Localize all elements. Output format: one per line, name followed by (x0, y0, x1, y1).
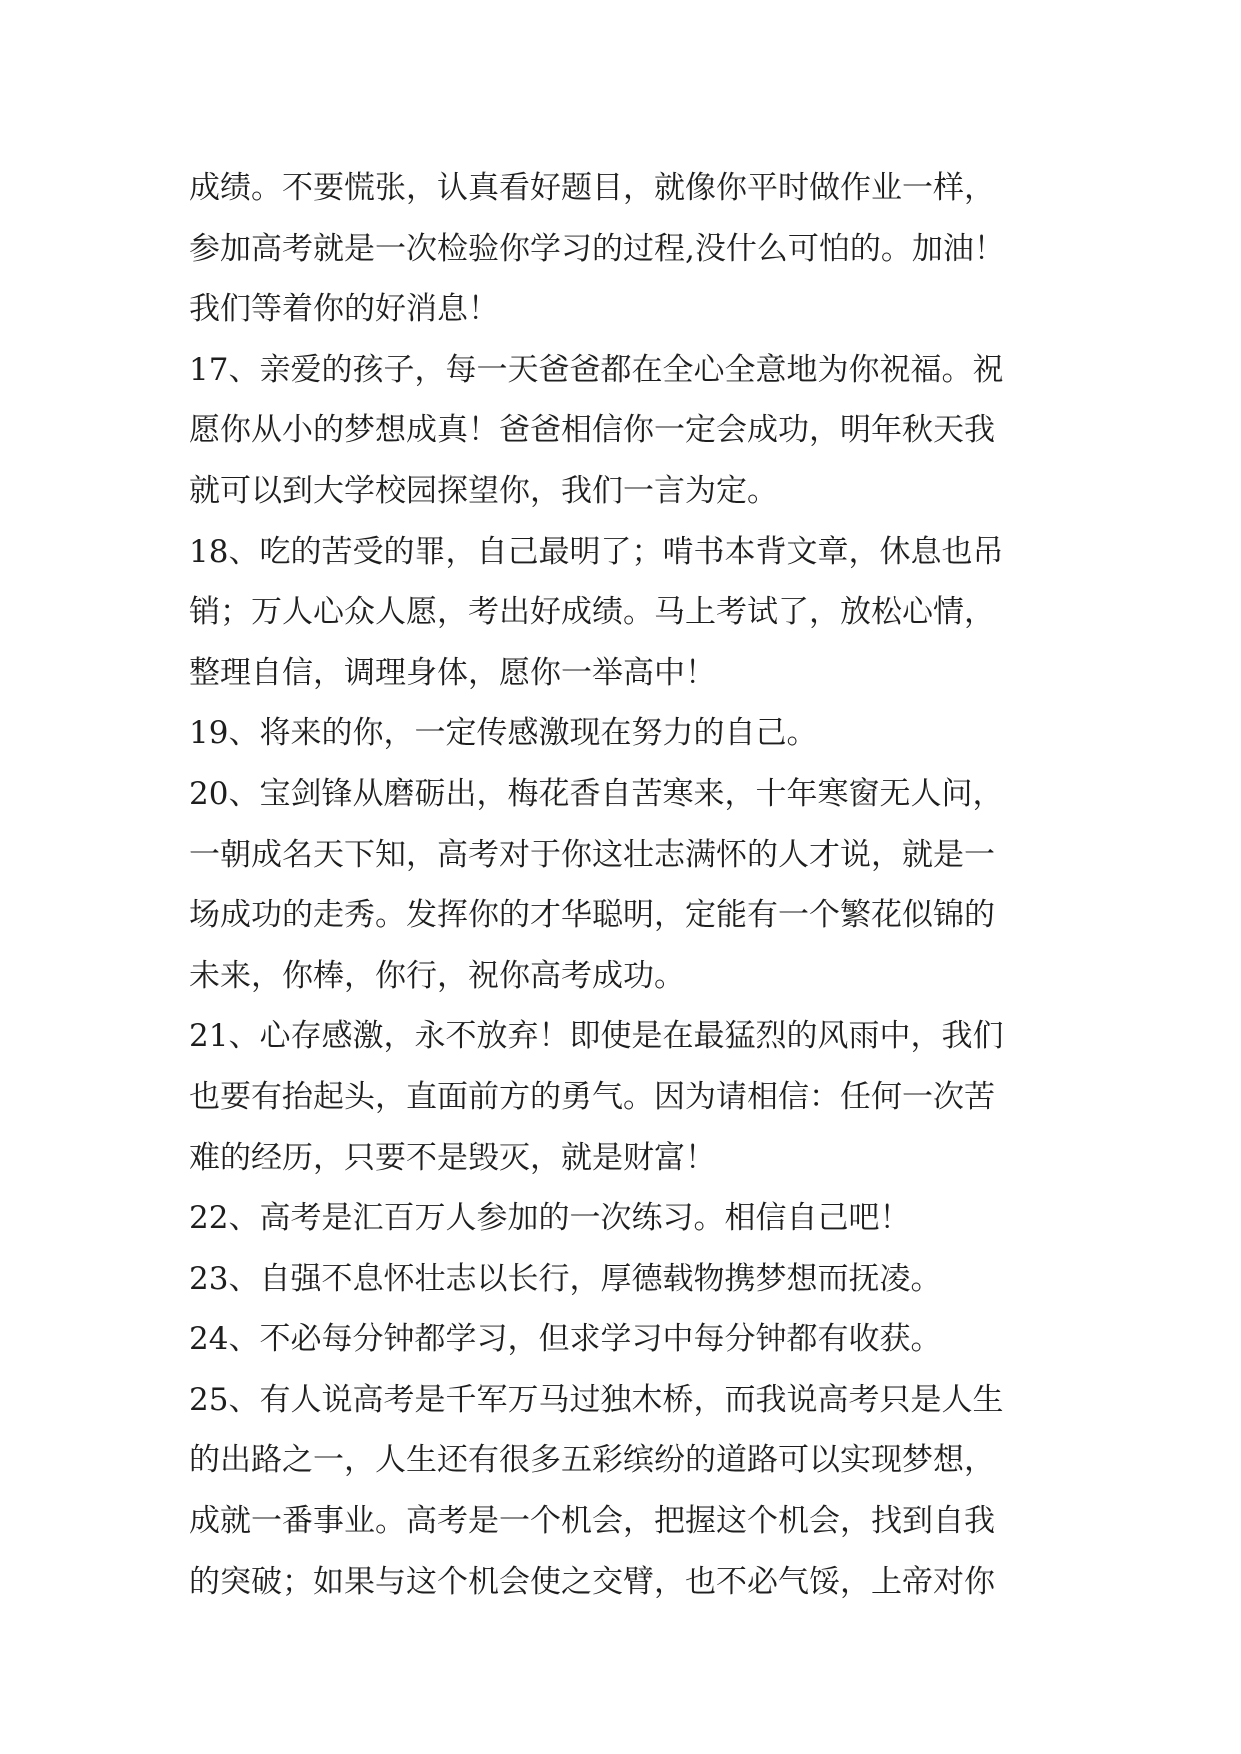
text-line: 19、将来的你，一定传感激现在努力的自己。 (189, 715, 818, 752)
text-line: 场成功的走秀。发挥你的才华聪明，定能有一个繁花似锦的 (189, 897, 995, 934)
text-line: 的突破；如果与这个机会使之交臂，也不必气馁，上帝对你 (189, 1563, 995, 1600)
text-line: 成就一番事业。高考是一个机会，把握这个机会，找到自我 (189, 1503, 995, 1540)
text-line: 22、高考是汇百万人参加的一次练习。相信自己吧！ (189, 1200, 911, 1237)
text-line: 20、宝剑锋从磨砺出，梅花香自苦寒来，十年寒窗无人问， (189, 775, 1004, 812)
body-text (189, 158, 1069, 1612)
text-line: 18、吃的苦受的罪，自己最明了；啃书本背文章，休息也吊 (189, 533, 1004, 570)
text-line: 24、不必每分钟都学习，但求学习中每分钟都有收获。 (189, 1321, 942, 1358)
text-line: 21、心存感激，永不放弃！即使是在最猛烈的风雨中，我们 (189, 1018, 1004, 1055)
text-line: 的出路之一，人生还有很多五彩缤纷的道路可以实现梦想， (189, 1442, 995, 1479)
text-line: 未来，你棒，你行，祝你高考成功。 (189, 957, 685, 994)
text-line: 一朝成名天下知，高考对于你这壮志满怀的人才说，就是一 (189, 836, 995, 873)
text-line: 难的经历，只要不是毁灭，就是财富！ (189, 1139, 716, 1176)
text-line: 整理自信，调理身体，愿你一举高中！ (189, 654, 716, 691)
text-line: 17、亲爱的孩子，每一天爸爸都在全心全意地为你祝福。祝 (189, 351, 1004, 388)
text-line: 我们等着你的好消息！ (189, 291, 499, 328)
text-line: 就可以到大学校园探望你，我们一言为定。 (189, 472, 778, 509)
text-line: 25、有人说高考是千军万马过独木桥，而我说高考只是人生 (189, 1381, 1004, 1418)
text-line: 参加高考就是一次检验你学习的过程,没什么可怕的。加油！ (189, 230, 1005, 267)
text-line: 也要有抬起头，直面前方的勇气。因为请相信：任何一次苦 (189, 1078, 995, 1115)
text-line: 23、自强不息怀壮志以长行，厚德载物携梦想而抚凌。 (189, 1260, 942, 1297)
text-line: 成绩。不要慌张，认真看好题目，就像你平时做作业一样， (189, 170, 995, 206)
text-line: 销；万人心众人愿，考出好成绩。马上考试了，放松心情， (189, 594, 995, 631)
text-line: 愿你从小的梦想成真！爸爸相信你一定会成功，明年秋天我 (189, 412, 995, 449)
